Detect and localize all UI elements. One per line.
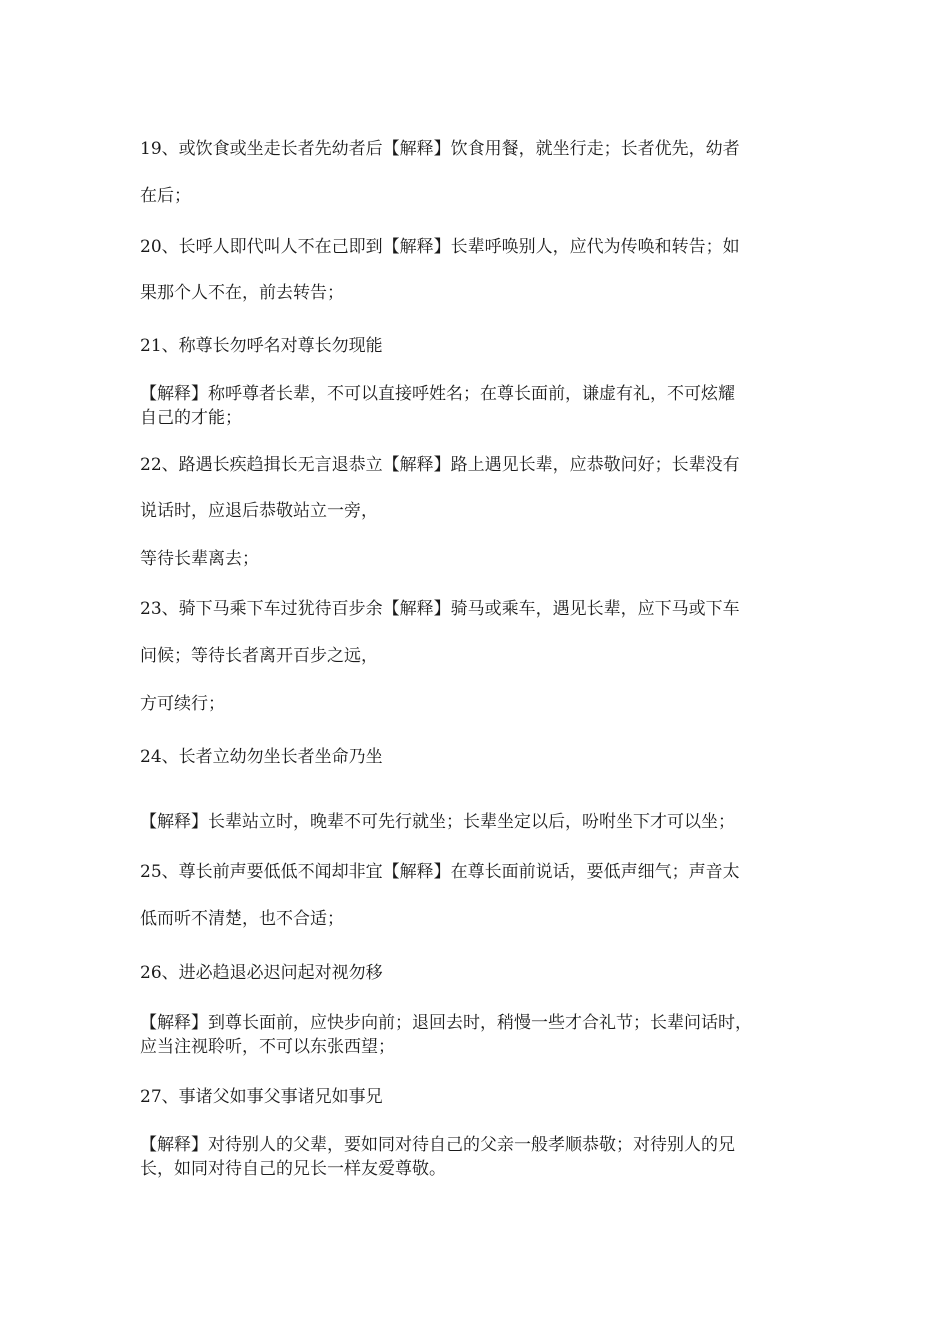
- text-line: 23、骑下马乘下车过犹待百步余【解释】骑马或乘车，遇见长辈，应下马或下车: [140, 599, 740, 619]
- text-line: 【解释】对待别人的父辈，要如同对待自己的父亲一般孝顺恭敬；对待别人的兄: [140, 1135, 735, 1155]
- text-line: 19、或饮食或坐走长者先幼者后【解释】饮食用餐，就坐行走；长者优先，幼者: [140, 139, 740, 159]
- text-line: 在后；: [140, 186, 191, 206]
- text-line: 26、进必趋退必迟问起对视勿移: [140, 963, 383, 983]
- text-line: 长，如同对待自己的兄长一样友爱尊敬。: [140, 1159, 446, 1179]
- text-line: 21、称尊长勿呼名对尊长勿现能: [140, 336, 383, 356]
- text-line: 低而听不清楚，也不合适；: [140, 909, 344, 929]
- text-line: 【解释】称呼尊者长辈，不可以直接呼姓名；在尊长面前，谦虚有礼，不可炫耀: [140, 384, 735, 404]
- text-line: 【解释】长辈站立时，晚辈不可先行就坐；长辈坐定以后，吩咐坐下才可以坐；: [140, 812, 735, 832]
- text-line: 方可续行；: [140, 694, 225, 714]
- text-line: 25、尊长前声要低低不闻却非宜【解释】在尊长面前说话，要低声细气；声音太: [140, 862, 740, 882]
- text-line: 问候；等待长者离开百步之远，: [140, 646, 378, 666]
- text-line: 说话时，应退后恭敬站立一旁，: [140, 501, 378, 521]
- text-line: 【解释】到尊长面前，应快步向前；退回去时，稍慢一些才合礼节；长辈问话时，: [140, 1013, 752, 1033]
- text-line: 应当注视聆听，不可以东张西望；: [140, 1037, 395, 1057]
- text-line: 果那个人不在，前去转告；: [140, 283, 344, 303]
- text-line: 22、路遇长疾趋揖长无言退恭立【解释】路上遇见长辈，应恭敬问好；长辈没有: [140, 455, 740, 475]
- text-line: 27、事诸父如事父事诸兄如事兄: [140, 1087, 383, 1107]
- text-line: 24、长者立幼勿坐长者坐命乃坐: [140, 747, 383, 767]
- text-line: 自己的才能；: [140, 408, 242, 428]
- text-line: 20、长呼人即代叫人不在己即到【解释】长辈呼唤别人，应代为传唤和转告；如: [140, 237, 740, 257]
- text-line: 等待长辈离去；: [140, 549, 259, 569]
